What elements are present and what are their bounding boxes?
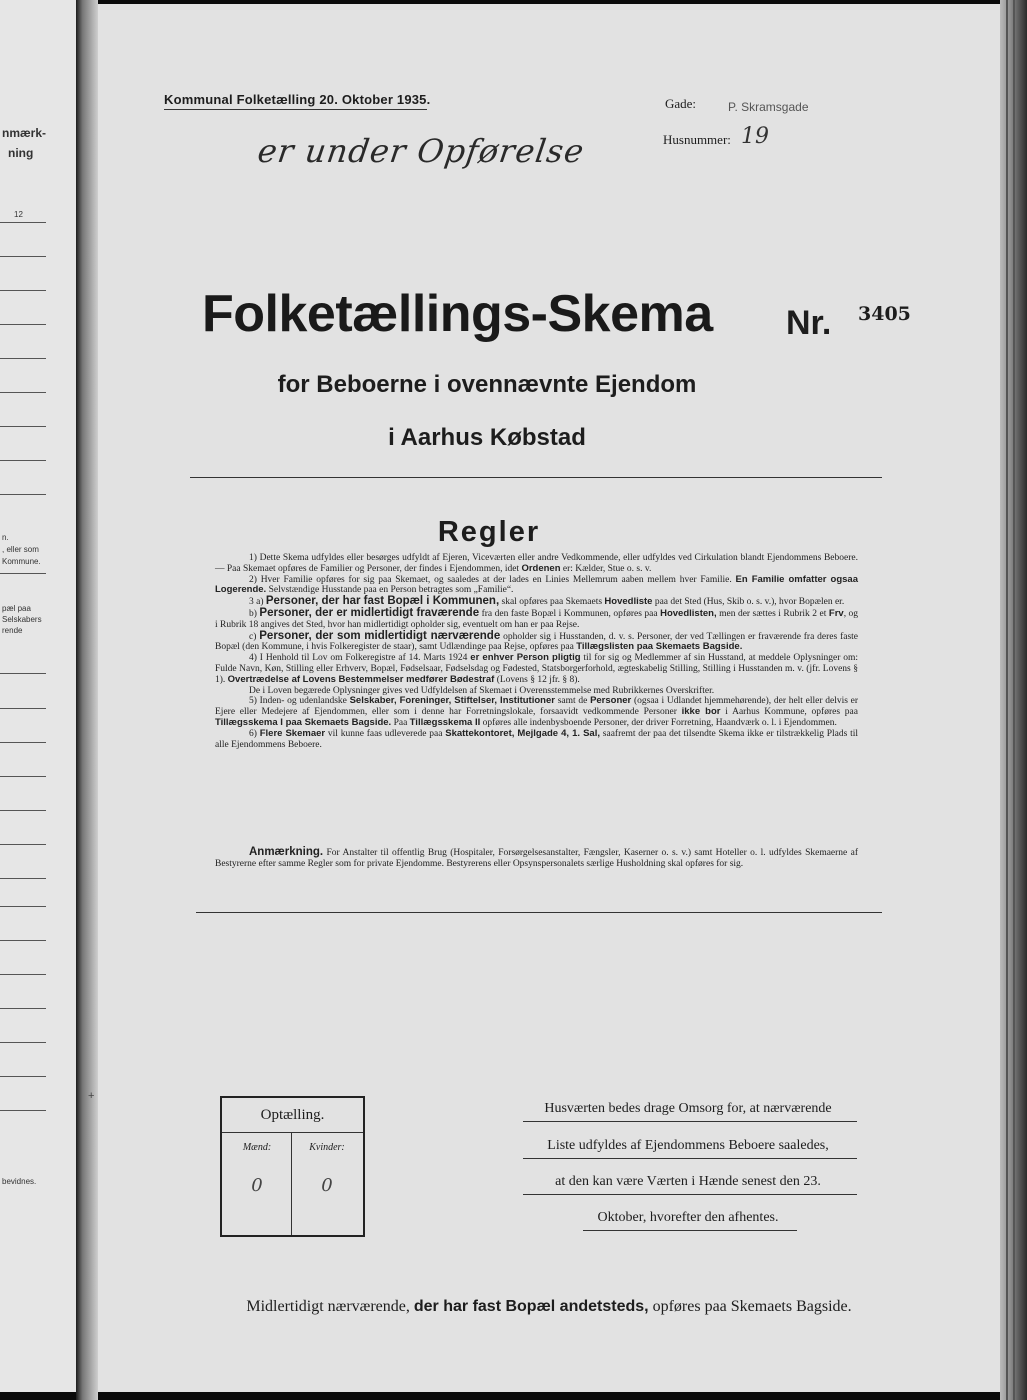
instruction-underline: [523, 1158, 857, 1159]
book-gutter: [76, 0, 98, 1400]
left-page-snippet: pæl paa: [2, 604, 31, 613]
rules-body: [215, 553, 858, 750]
instruction-line: Oktober, hvorefter den afhentes.: [597, 1210, 779, 1225]
instruction-line: Husværten bedes drage Omsorg for, at nærværende: [544, 1101, 832, 1116]
form-subtitle-city: i Aarhus Købstad: [388, 424, 586, 451]
street-label: Gade:: [665, 96, 697, 111]
instruction-line: Liste udfyldes af Ejendommens Beboere saaledes,: [547, 1138, 829, 1153]
women-label: Kvinder:: [309, 1142, 345, 1153]
header-underline: [164, 109, 427, 110]
rule-3a: 3 a) Personer, der har fast Bopæl i Kommunen, skal opføres paa Skemaets Hovedliste paa det Sted (Hus, Skib o. s. v.), hvor Bopælen er.: [249, 595, 845, 608]
rule-3b: b) Personer, der er midlertidigt fraværende fra den faste Bopæl i Kommunen, opføres paa Hovedlisten, men der sættes i Rubrik 2 et Frv, og i Rubrik 18 angives det Sted, hvor han midlertidigt opholder sig, eventuelt om han er paa Rejse.: [215, 606, 859, 630]
form-number-value: 3405: [858, 303, 911, 325]
form-title: Folketællings-Skema: [202, 285, 713, 343]
instruction-underline: [583, 1230, 797, 1231]
left-page-snippet: n.: [2, 533, 9, 542]
left-page-snippet: 12: [14, 210, 23, 219]
form-subtitle: for Beboerne i ovennævnte Ejendom: [277, 371, 697, 398]
street-value: P. Skramsgade: [728, 100, 809, 114]
handwritten-note: er under Opførelse: [255, 132, 587, 170]
form-number-label: Nr.: [786, 304, 832, 342]
remark-label: Anmærkning.: [249, 846, 324, 858]
footer-note: Midlertidigt nærværende, der har fast Bopæl andetsteds, opføres paa Skemaets Bagside.: [246, 1298, 852, 1315]
left-page-snippet: Kommune.: [2, 557, 41, 566]
left-page-strip: [0, 0, 76, 1392]
margin-mark: +: [88, 1090, 95, 1102]
remark-text: For Anstalter til offentlig Brug (Hospitaler, Forsørgelsesanstalter, Fængsler, Kaserner o. s. v.) samt Hoteller o. l. udfyldes Skemaerne af Bestyrerne efter samme Regler som for private Ejendomme. Bestyrerens eller Opsynspersonalets særlige Husholdning skal opføres for sig.: [215, 848, 859, 869]
rule-3c: c) Personer, der som midlertidigt nærværende opholder sig i Husstanden, d. v. s. Personer, der ved Tællingen er fraværende fra deres faste Bopæl (den Kommune, i hvis Folkeregister de staar), samt Udlændinge paa Rejse, opføres paa Tillægslisten paa Skemaets Bagside.: [215, 629, 859, 653]
instruction-line: at den kan være Værten i Hænde senest den 23.: [555, 1174, 821, 1189]
left-page-snippet: Selskabers: [2, 615, 42, 624]
men-count: 0: [251, 1175, 263, 1196]
census-form-page: [88, 4, 1000, 1392]
left-page-snippet: bevidnes.: [2, 1177, 37, 1186]
left-page-snippet: ning: [8, 146, 34, 160]
rule-5: 5) Inden- og udenlandske Selskaber, Foreninger, Stiftelser, Institutioner samt de Personer (ogsaa i Udlandet hjemmehørende), der helt eller delvis er Ejere eller Medejere af Ejendommen, eller som i denne har Forretningslokale, forsaavidt vedkommende Personer ikke bor i Aarhus Kommune, opføres paa Tillægsskema I paa Skemaets Bagside. Paa Tillægsskema II opføres alle indenbysboende Personer, der driver Forretning, Haandværk o. l. i Ejendommen.: [215, 695, 859, 728]
rule-4: 4) I Henhold til Lov om Folkeregistre af 14. Marts 1924 er enhver Person pligtig til for sig og Medlemmer af sin Husstand, at meddele Oplysninger om: Fulde Navn, Køn, Stilling eller Erhverv, Bopæl, Fødselsaar, Fødselsdag og Fødested, Statsborgerforhold, ægteskabelig Stilling, Stilling i Husstanden m. v. (jfr. Lovens § 1). Overtrædelse af Lovens Bestemmelser medfører Bødestraf (Lovens § 12 jfr. § 8).: [215, 652, 859, 685]
women-count: 0: [321, 1175, 333, 1196]
divider: [190, 477, 882, 478]
rule-4b: De i Loven begærede Oplysninger gives ved Udfyldelsen af Skemaet i Overensstemmelse med Rubrikkernes Overskrifter.: [249, 685, 715, 696]
left-page-snippet: nmærk-: [2, 126, 47, 140]
rule-2: 2) Hver Familie opføres for sig paa Skemaet, og saaledes at der lades en Linies Mellemrum aaben mellem hver Familie. En Familie omfatter ogsaa Logerende. Selvstændige Husstande paa en Person betragtes som „Familie“.: [215, 573, 858, 596]
instruction-underline: [523, 1194, 857, 1195]
rule-6: 6) Flere Skemaer vil kunne faas udleverede paa Skattekontoret, Mejlgade 4, 1. Sal, saafremt der paa det tilsendte Skema ikke er tilstrækkelig Plads til alle Ejendommens Beboere.: [215, 727, 859, 750]
left-page-snippet: , eller som: [2, 545, 39, 554]
rules-heading: Regler: [437, 516, 541, 548]
left-page-snippet: rende: [2, 626, 23, 635]
house-number-value: 19: [741, 124, 769, 149]
count-title: Optælling.: [222, 1098, 363, 1133]
page-edge: [1000, 0, 1027, 1400]
rule-1: 1) Dette Skema udfyldes eller besørges udfyldt af Ejeren, Viceværten eller andre Vedkommende, eller udfyldes ved Cirkulation blandt Ejendommens Beboere. — Paa Skemaet opføres de Familier og Personer, der findes i Ejendommen, idet Ordenen er: Kælder, Stue o. s. v.: [215, 553, 858, 574]
men-label: Mænd:: [242, 1142, 272, 1153]
census-header: Kommunal Folketælling 20. Oktober 1935.: [164, 92, 431, 107]
divider: [196, 912, 882, 913]
remark-section: [215, 847, 858, 870]
count-box: [220, 1096, 365, 1237]
instruction-underline: [523, 1121, 857, 1122]
house-number-label: Husnummer:: [663, 132, 731, 147]
